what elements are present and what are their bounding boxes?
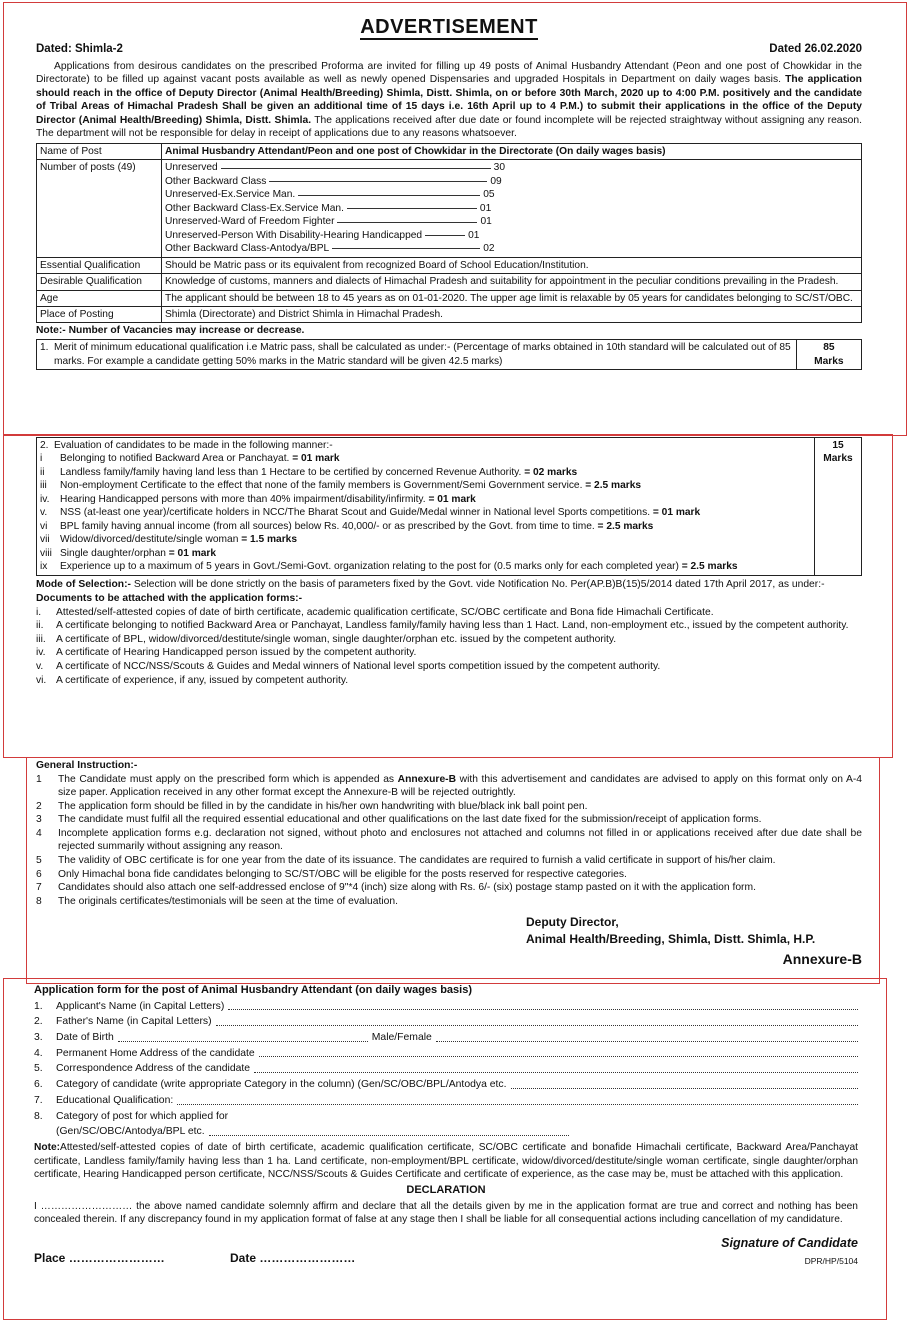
instruction-item: 5 The validity of OBC certificate is for one year from the date of its issuance. The candidates are required to furnish a valid certificate in support of his/her claim.: [36, 855, 776, 867]
gender-input[interactable]: [436, 1031, 858, 1042]
leader-line: [332, 248, 480, 249]
post-category-count: 01: [468, 229, 480, 241]
documents-heading: Documents to be attached with the application forms:-: [36, 593, 303, 605]
form-field-row: 5. Correspondence Address of the candidate: [34, 1062, 858, 1076]
form-field-row: 1. Applicant's Name (in Capital Letters): [34, 1000, 858, 1014]
form-field-label: Date of Birth: [56, 1031, 114, 1043]
page-title: ADVERTISEMENT: [360, 16, 538, 38]
criterion-2-text: Evaluation of candidates to be made in the following manner:-: [54, 440, 333, 451]
post-category-count: 01: [479, 202, 492, 214]
form-field-input[interactable]: [118, 1031, 368, 1042]
signature-label: Signature of Candidate: [721, 1235, 858, 1250]
date-field[interactable]: Date ……………………: [230, 1251, 356, 1266]
date-row: [36, 42, 862, 57]
form-field-row: 3. Date of Birth Male/Female: [34, 1031, 858, 1045]
form-field-label: Applicant's Name (in Capital Letters): [56, 1000, 225, 1012]
instruction-item: 4 Incomplete application forms e.g. declaration not signed, without photo and enclosures not attached and columns not filled in or applications received after due date shall be rejected summarily without assigning any reason.: [36, 827, 862, 853]
age-label: Age: [37, 290, 162, 306]
general-list: [36, 773, 862, 909]
form-field-input[interactable]: [511, 1078, 859, 1089]
mode-of-selection: Mode of Selection:- Selection will be done strictly on the basis of parameters fixed by the Govt. vide Notification No. Per(AP.B)B(15)5/2014 dated 17th April 2017, as under:-: [36, 578, 825, 590]
leader-line: [347, 208, 477, 209]
name-of-post-label: Name of Post: [37, 144, 162, 160]
intro-paragraph: Applications from desirous candidates on the prescribed Proforma are invited for filling up 49 posts of Animal Husbandry Attendant (Peon and one post of Chowkidar in the Directorate) to be filled up against vacant posts available as well as newly opened Dispensaries and upgraded Hospitals in Department on daily wages basis. The application should reach in the office of Deputy Director (Animal Health/Breeding) Shimla, Distt. Shimla, on or before 30th March, 2020 up to 4:00 P.M. positively and the candidate of Tribal Areas of Himachal Pradesh Shall be given an additional time of 15 days i.e. 16th April up to 4 P.M.) to submit their applications in the office of the Deputy Director (Animal Health/Breeding) Shimla, Distt. Shimla. The applications received after due date or found incomplete will be rejected straightway without assigning any reason. The department will not be responsible for delay in receipt of applications due to any reasons whatsoever.: [36, 60, 862, 140]
post-category-row: [165, 229, 858, 242]
annexure-label: Annexure-B: [782, 950, 862, 967]
form-field-row: 4. Permanent Home Address of the candidate: [34, 1047, 858, 1061]
vacancy-note: Note:- Number of Vacancies may increase or decrease.: [36, 325, 305, 337]
post-category-row: [165, 175, 858, 188]
post-category-name: Other Backward Class: [165, 175, 267, 187]
post-category-count: 05: [483, 189, 495, 201]
form-field-row: 2. Father's Name (in Capital Letters): [34, 1015, 858, 1029]
post-category-name: Unreserved-Ex.Service Man.: [165, 189, 296, 201]
form-category-line: (Gen/SC/OBC/Antodya/BPL etc.: [34, 1125, 858, 1139]
document-item: ii. A certificate belonging to notified Backward Area or Panchayat, Landless family/family having less than 1 Hact. Land, non-employment etc., issued by the competent authority.: [36, 620, 849, 632]
document-item: iv. A certificate of Hearing Handicapped person issued by the competent authority.: [36, 647, 417, 659]
evaluation-section: [36, 437, 862, 687]
form-field-input[interactable]: [254, 1062, 858, 1073]
place-field[interactable]: Place ……………………: [34, 1251, 165, 1266]
category-fill[interactable]: [209, 1125, 569, 1136]
post-category-name: Other Backward Class-Ex.Service Man.: [165, 202, 344, 214]
criteria-item: vi BPL family having annual income (from all sources) below Rs. 40,000/- or as prescribed by the Govt. from time to time. = 2.5 marks: [40, 520, 654, 532]
form-field-label: Educational Qualification:: [56, 1094, 174, 1106]
post-category-name: Unreserved-Person With Disability-Hearing Handicapped: [165, 229, 423, 241]
form-field-extra: Male/Female: [371, 1031, 432, 1043]
post-category-count: 30: [493, 162, 506, 174]
form-field-label: Permanent Home Address of the candidate: [56, 1047, 255, 1059]
criteria-list: [40, 452, 811, 573]
signatory-title: Deputy Director,: [526, 915, 619, 930]
criteria-item: viii Single daughter/orphan = 01 mark: [40, 547, 217, 559]
post-category-name: Unreserved-Ward of Freedom Fighter: [165, 216, 335, 228]
place-of-posting-label: Place of Posting: [37, 307, 162, 323]
instruction-item: 6 Only Himachal bona fide candidates belonging to SC/ST/OBC will be eligible for the posts reserved for respective categories.: [36, 868, 627, 880]
posts-table: [36, 143, 862, 323]
form-field-label: Category of candidate (write appropriate Category in the column) (Gen/SC/OBC/BPL/Antodya etc.: [56, 1079, 507, 1091]
age-value: The applicant should be between 18 to 45 years as on 01-01-2020. The upper age limit is relaxable by 05 years for candidates belonging to SC/ST/OBC.: [162, 290, 862, 306]
place-date-row: [34, 1251, 858, 1267]
form-field-input[interactable]: [259, 1047, 858, 1058]
form-field-row: 8. Category of post for which applied for: [34, 1110, 229, 1122]
declaration-heading: DECLARATION: [406, 1184, 486, 1197]
criteria-item: ix Experience up to a maximum of 5 years in Govt./Semi-Govt. organization relating to the post for (0.5 marks only for each completed year) = 2.5 marks: [40, 561, 738, 573]
document-item: v. A certificate of NCC/NSS/Scouts & Guides and Medal winners of National level sports competition issued by the competent authority.: [36, 661, 661, 672]
instruction-item: 7 Candidates should also attach one self-addressed enclose of 9"*4 (inch) size along with Rs. 6/- (six) postage stamp pasted on it with the application form.: [36, 882, 756, 894]
general-heading: General Instruction:-: [36, 760, 138, 771]
number-of-posts-label: Number of posts (49): [37, 160, 162, 257]
post-category-row: [165, 242, 858, 255]
advertisement-header: [36, 14, 862, 370]
instruction-item: 3 The candidate must fulfil all the required essential educational and other qualifications on the last date fixed for the submission/receipt of application forms.: [36, 814, 762, 826]
post-category-row: [165, 215, 858, 228]
post-category-row: [165, 161, 858, 174]
form-field-input[interactable]: [228, 1000, 858, 1011]
criterion-2-cell: 2. Evaluation of candidates to be made in the following manner:- i Belonging to notified Backward Area or Panchayat. = 01 mark ii Landless family/family having land less than 1 Hectare to be certified by concerned Revenue Authority. = 02 marks iii Non-employment Certificate to the effect that none of the family members is Government/Semi Government service. = 2.5 marks iv. Hearing Handicapped persons with more than 40% impairment/disability/infirmity. = 01 mark v. NSS (at-least one year)/certificate holders in NCC/The Bharat Scout and Guide/Medal winner in National level Sports competitions. = 01 mark vi BPL family having annual income (from all sources) below Rs. 40,000/- or as prescribed by the Govt. from time to time. = 2.5 marks vii Widow/divorced/destitute/single woman = 1.5 marks viii Single daughter/orphan = 01 mark ix Experience up to a maximum of 5 years in Govt./Semi-Govt. organization relating to the post for (0.5 marks only for each completed year) = 2.5 marks: [37, 438, 815, 576]
criterion-1-cell: 1. Merit of minimum educational qualification i.e Matric pass, shall be calculated as under:- (Percentage of marks obtained in 10th standard will be calculated out of 85 marks. For example a candidate getting 50% marks in the Matric standard will be given 42.5 marks): [37, 340, 797, 370]
reference-number: DPR/HP/5104: [804, 1256, 858, 1267]
post-category-name: Unreserved: [165, 162, 218, 174]
documents-list: [36, 606, 862, 687]
form-fields: [34, 1000, 858, 1124]
post-category-row: [165, 188, 858, 201]
leader-line: [221, 168, 491, 169]
document-item: iii. A certificate of BPL, widow/divorced/destitute/single woman, single daughter/orphan etc. issued by the competent authority.: [36, 633, 617, 645]
leader-line: [298, 195, 480, 196]
signatory-block: [36, 914, 858, 946]
criteria-item: iv. Hearing Handicapped persons with more than 40% impairment/disability/infirmity. = 01 mark: [40, 493, 476, 505]
essential-qualification-label: Essential Qualification: [37, 257, 162, 273]
name-of-post-value: Animal Husbandry Attendant/Peon and one post of Chowkidar in the Directorate (On daily wages basis): [162, 144, 862, 160]
form-field-row: 7. Educational Qualification:: [34, 1094, 858, 1108]
instruction-item: 1 The Candidate must apply on the prescribed form which is appended as Annexure-B with this advertisement and candidates are advised to apply on this format only on A-4 size paper. Application received in any other format except the Annexure-B will be rejected outrightly.: [36, 773, 863, 799]
post-category-name: Other Backward Class-Antodya/BPL: [165, 243, 330, 255]
form-field-input[interactable]: [177, 1094, 858, 1105]
criteria-item: v. NSS (at-least one year)/certificate holders in NCC/The Bharat Scout and Guide/Medal winner in National level Sports competitions. = 01 mark: [40, 507, 701, 519]
document-item: vi. A certificate of experience, if any, issued by competent authority.: [36, 674, 349, 686]
criteria-item: i Belonging to notified Backward Area or Panchayat. = 01 mark: [40, 453, 340, 465]
dated-left: Dated: Shimla-2: [36, 43, 123, 56]
instruction-item: 8 The originals certificates/testimonials will be seen at the time of evaluation.: [36, 895, 398, 907]
post-category-count: 01: [480, 216, 492, 228]
form-field-input[interactable]: [216, 1015, 858, 1026]
place-of-posting-value: Shimla (Directorate) and District Shimla in Himachal Pradesh.: [162, 307, 862, 323]
post-category-row: [165, 202, 858, 215]
declaration-text: I ……………………… the above named candidate solemnly affirm and declare that all the details given by me in the application format are true and correct and nothing has been concealed therein. If any discrepancy found in my application format of false at any stage then I shall be liable for all consequential actions including cancellation of my candidature.: [34, 1201, 858, 1226]
criterion-1-table: [36, 339, 862, 370]
post-category-count: 02: [483, 243, 495, 255]
document-item: i. Attested/self-attested copies of date of birth certificate, academic qualification certificate, SC/OBC certificate and Bona fide Himachali Certificate.: [36, 606, 714, 618]
form-title: Application form for the post of Animal Husbandry Attendant (on daily wages basis): [34, 984, 472, 996]
general-instructions-section: [36, 759, 862, 968]
criteria-item: vii Widow/divorced/destitute/single woman = 1.5 marks: [40, 534, 298, 546]
signatory-office: Animal Health/Breeding, Shimla, Distt. Shimla, H.P.: [526, 931, 816, 946]
application-form: [34, 983, 858, 1267]
instruction-item: 2 The application form should be filled in by the candidate in his/her own handwriting with blue/black ink ball point pen.: [36, 800, 588, 812]
desirable-qualification-value: Knowledge of customs, manners and dialects of Himachal Pradesh and suitability for appointment in the peculiar conditions prevailing in the Pradesh.: [162, 274, 862, 290]
categories-cell: [162, 160, 862, 257]
leader-line: [425, 235, 465, 236]
form-field-label: Correspondence Address of the candidate: [56, 1063, 251, 1075]
essential-qualification-value: Should be Matric pass or its equivalent from recognized Board of School Education/Institution.: [162, 257, 862, 273]
leader-line: [337, 222, 477, 223]
desirable-qualification-label: Desirable Qualification: [37, 274, 162, 290]
criterion-2-marks: 15 Marks: [815, 438, 862, 576]
form-field-label: Category of post for which applied for: [56, 1110, 229, 1122]
criteria-item: ii Landless family/family having land less than 1 Hectare to be certified by concerned Revenue Authority. = 02 marks: [40, 466, 578, 478]
form-field-label: Father's Name (in Capital Letters): [56, 1016, 212, 1028]
form-field-row: 6. Category of candidate (write appropriate Category in the column) (Gen/SC/OBC/BPL/Antodya etc.: [34, 1078, 858, 1092]
form-note: Note:Attested/self-attested copies of date of birth certificate, academic qualification certificate, SC/OBC certificate and bonafide Himachali certificate, Backward Area/Panchayat certificate, Landless family/family having less than 1 ha. Land certificate, non-employment/BPL certificate, widow/divorced/destitute/single woman certificate, single daughter/orphan certificate, Hearing Handicapped person certificate, NCC/NSS/Scouts & Guides Certificate and certificate of experience, as the case may be, must be attached with this application.: [34, 1142, 858, 1181]
criterion-1-marks: 85 Marks: [796, 340, 861, 370]
dated-right: Dated 26.02.2020: [769, 43, 862, 56]
criterion-1-text: Merit of minimum educational qualification i.e Matric pass, shall be calculated as under:- (Percentage of marks obtained in 10th standard will be calculated out of 85 marks. For example a candidate getting 50% marks in the Matric standard will be given 42.5 marks): [54, 342, 791, 367]
criterion-2-table: [36, 437, 862, 576]
leader-line: [269, 181, 487, 182]
criteria-item: iii Non-employment Certificate to the effect that none of the family members is Government/Semi Government service. = 2.5 marks: [40, 480, 642, 492]
post-category-count: 09: [490, 175, 502, 187]
